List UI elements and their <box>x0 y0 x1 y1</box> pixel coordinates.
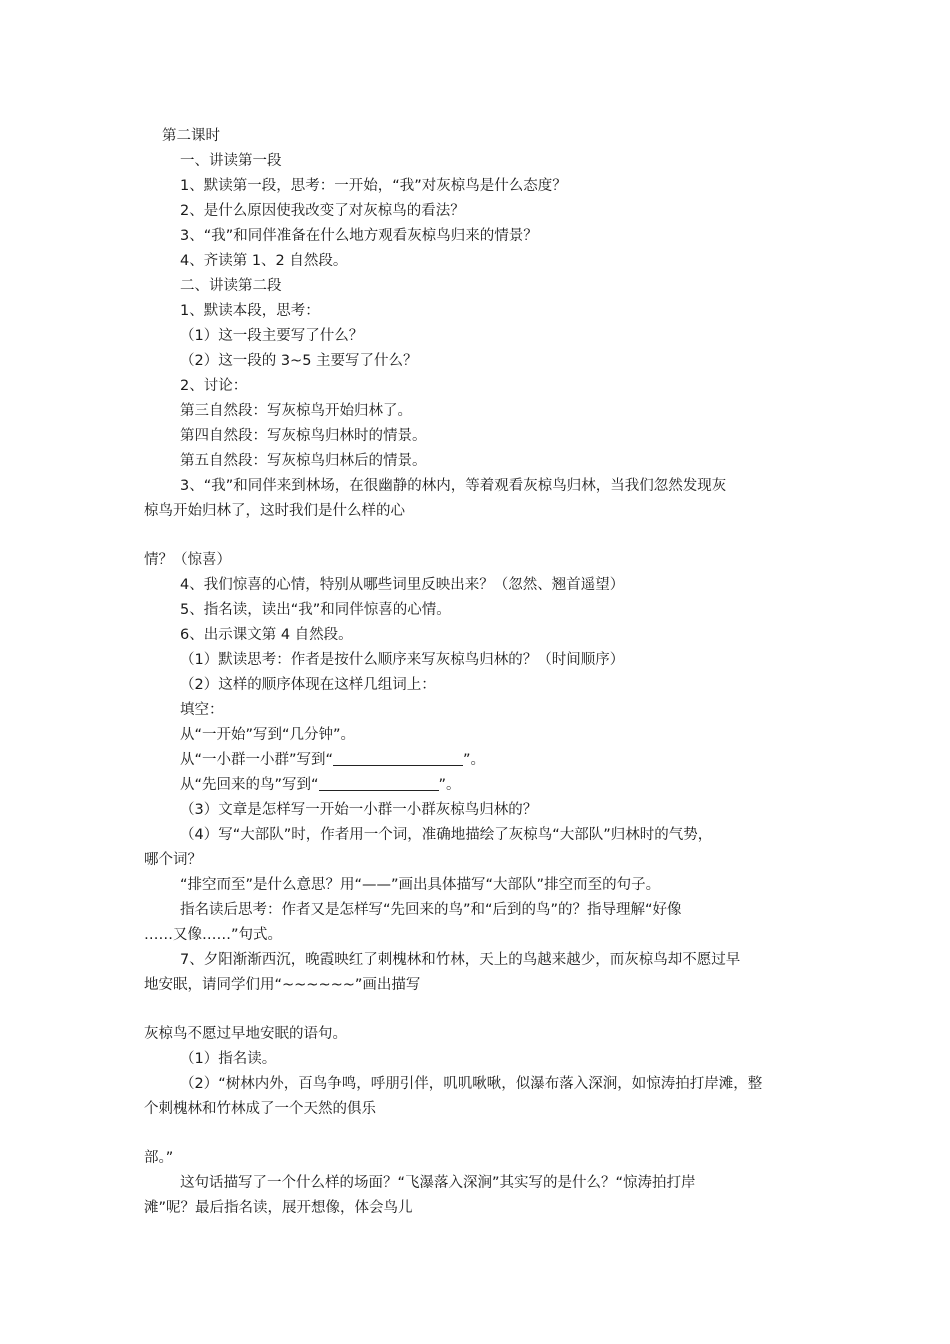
paragraph-line: （1）这一段主要写了什么？ <box>180 328 364 344</box>
document-body <box>144 124 812 1221</box>
paragraph-line: 2、是什么原因使我改变了对灰椋鸟的看法？ <box>180 203 465 219</box>
page-gap <box>144 998 812 1022</box>
paragraph-line: 1、默读本段，思考： <box>180 303 320 319</box>
paragraph-line: 1、默读第一段，思考：一开始，“我”对灰椋鸟是什么态度？ <box>180 178 567 194</box>
paragraph-line: 个刺槐林和竹林成了一个天然的俱乐 <box>144 1101 376 1117</box>
lesson-heading: 第二课时 <box>162 128 220 144</box>
paragraph-line: 情？（惊喜） <box>144 552 231 568</box>
paragraph-line: 6、出示课文第 4 自然段。 <box>180 627 353 643</box>
paragraph-line: 椋鸟开始归林了，这时我们是什么样的心 <box>144 503 405 519</box>
fill-blank-prefix: 从“先回来的鸟”写到“ <box>180 777 319 793</box>
paragraph-line: 2、讨论： <box>180 378 248 394</box>
paragraph-line: “排空而至”是什么意思？用“——”画出具体描写“大部队”排空而至的句子。 <box>180 877 661 893</box>
paragraph-line: 5、指名读，读出“我”和同伴惊喜的心情。 <box>180 602 451 618</box>
section-heading-1: 一、讲读第一段 <box>180 153 282 169</box>
paragraph-line: （4）写“大部队”时，作者用一个词，准确地描绘了灰椋鸟“大部队”归林时的气势， <box>180 827 713 843</box>
paragraph-line: 指名读后思考：作者又是怎样写“先回来的鸟”和“后到的鸟”的？指导理解“好像 <box>180 902 682 918</box>
paragraph-line: 地安眠，请同学们用“~~~~~~”画出描写 <box>144 977 421 993</box>
fill-blank-suffix: ”。 <box>438 777 461 793</box>
page-gap <box>144 524 812 548</box>
paragraph-line: 这句话描写了一个什么样的场面？“飞瀑落入深涧”其实写的是什么？“惊涛拍打岸 <box>180 1175 696 1191</box>
paragraph-line: （1）默读思考：作者是按什么顺序来写灰椋鸟归林的？（时间顺序） <box>180 652 625 668</box>
paragraph-line: 第五自然段：写灰椋鸟归林后的情景。 <box>180 453 427 469</box>
fill-blank-prefix: 从“一小群一小群”写到“ <box>180 752 334 768</box>
page-gap <box>144 1122 812 1146</box>
paragraph-line: 3、“我”和同伴来到林场，在很幽静的林内，等着观看灰椋鸟归林，当我们忽然发现灰 <box>180 478 727 494</box>
fill-blank-line <box>144 773 812 798</box>
paragraph-line: （1）指名读。 <box>180 1051 277 1067</box>
paragraph-line: （2）这一段的 3~5 主要写了什么？ <box>180 353 418 369</box>
paragraph-line: 3、“我”和同伴准备在什么地方观看灰椋鸟归来的情景？ <box>180 228 538 244</box>
paragraph-line: 灰椋鸟不愿过早地安眠的语句。 <box>144 1026 347 1042</box>
paragraph-line: （3）文章是怎样写一开始一小群一小群灰椋鸟归林的？ <box>180 802 538 818</box>
fill-blank <box>319 775 439 791</box>
paragraph-line: 从“一开始”写到“几分钟”。 <box>180 727 356 743</box>
fill-blank-line <box>144 748 812 773</box>
paragraph-line: 填空： <box>180 702 224 718</box>
paragraph-line: 第三自然段：写灰椋鸟开始归林了。 <box>180 403 412 419</box>
fill-blank-suffix: ”。 <box>463 752 486 768</box>
paragraph-line: 部。” <box>144 1150 174 1166</box>
paragraph-line: ……又像……”句式。 <box>144 927 283 943</box>
paragraph-line: 滩”呢？最后指名读，展开想像，体会鸟儿 <box>144 1200 413 1216</box>
paragraph-line: （2）这样的顺序体现在这样几组词上： <box>180 677 436 693</box>
paragraph-line: 第四自然段：写灰椋鸟归林时的情景。 <box>180 428 427 444</box>
section-heading-2: 二、讲读第二段 <box>180 278 282 294</box>
paragraph-line: 哪个词？ <box>144 852 202 868</box>
paragraph-line: 4、齐读第 1、2 自然段。 <box>180 253 348 269</box>
paragraph-line: 4、我们惊喜的心情，特别从哪些词里反映出来？（忽然、翘首遥望） <box>180 577 625 593</box>
fill-blank <box>333 750 463 766</box>
paragraph-line: 7、夕阳渐渐西沉，晚霞映红了刺槐林和竹林，天上的鸟越来越少，而灰椋鸟却不愿过早 <box>180 952 741 968</box>
paragraph-line: （2）“树林内外，百鸟争鸣，呼朋引伴，叽叽啾啾，似瀑布落入深涧，如惊涛拍打岸滩，整 <box>180 1076 763 1092</box>
